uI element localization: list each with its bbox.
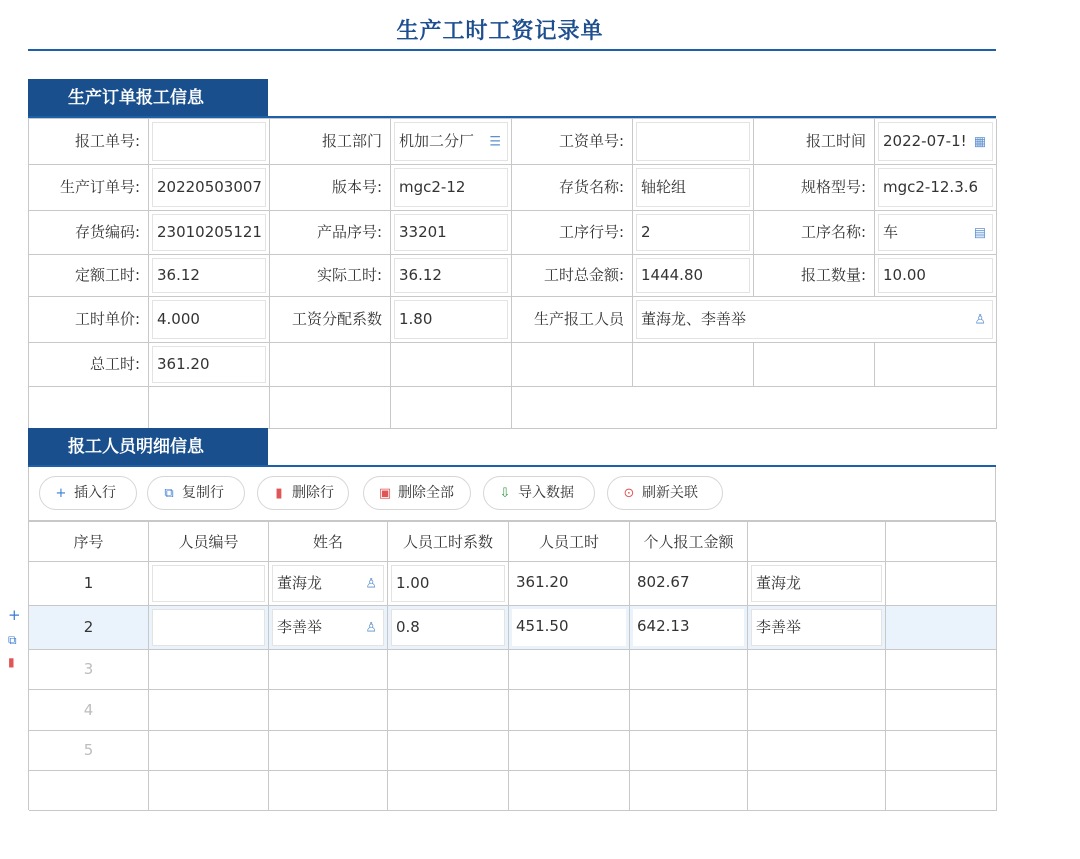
- form-field[interactable]: [391, 297, 512, 343]
- form-field[interactable]: [149, 343, 270, 387]
- table-cell-input[interactable]: [751, 609, 882, 646]
- table-cell-input[interactable]: [272, 609, 384, 646]
- table-cell-input[interactable]: [633, 609, 744, 646]
- table-cell[interactable]: [886, 650, 997, 690]
- form-label: 产品序号:: [270, 211, 391, 255]
- form-field-value: 1.80: [399, 310, 433, 328]
- side-copy-row-icon[interactable]: ⧉: [8, 633, 17, 647]
- table-cell-value: 642.13: [637, 617, 690, 635]
- form-field-input[interactable]: [394, 258, 508, 293]
- empty-cell: [875, 343, 997, 387]
- form-field-input[interactable]: [394, 168, 508, 207]
- form-field[interactable]: [633, 255, 754, 297]
- calendar-icon[interactable]: ▦: [973, 134, 986, 149]
- form-field[interactable]: [391, 165, 512, 211]
- form-field[interactable]: [633, 119, 754, 165]
- table-cell-value: 1.00: [396, 574, 430, 592]
- copy-icon: ⧉: [164, 486, 174, 501]
- form-label: 总工时:: [29, 343, 149, 387]
- toolbar-button-label: 插入行: [74, 485, 116, 501]
- table-cell[interactable]: [509, 650, 630, 690]
- trash-icon: ▮: [275, 486, 283, 501]
- table-cell[interactable]: [748, 650, 886, 690]
- form-field-input[interactable]: [878, 258, 993, 293]
- form-label: 报工部门: [270, 119, 391, 165]
- form-field-input[interactable]: [636, 122, 750, 161]
- form-field-value: 36.12: [157, 266, 200, 284]
- form-field[interactable]: [633, 297, 997, 343]
- empty-cell: [512, 387, 997, 429]
- form-label: 工序行号:: [512, 211, 633, 255]
- table-cell[interactable]: [149, 606, 269, 650]
- form-field-value: 车: [883, 223, 899, 241]
- form-field-input[interactable]: [636, 258, 750, 293]
- table-cell[interactable]: [748, 690, 886, 731]
- empty-cell: [633, 343, 754, 387]
- toolbar-button-label: 复制行: [182, 485, 224, 501]
- form-field-input[interactable]: [152, 300, 266, 339]
- form-field[interactable]: [875, 255, 997, 297]
- table-cell[interactable]: [630, 562, 748, 606]
- title-divider: [28, 49, 996, 51]
- table-cell[interactable]: [748, 731, 886, 771]
- form-field[interactable]: [875, 119, 997, 165]
- table-cell-value: 李善举: [277, 618, 323, 636]
- table-header: 个人报工金额: [630, 522, 748, 562]
- table-cell-input[interactable]: [272, 565, 384, 602]
- table-cell[interactable]: [388, 650, 509, 690]
- table-cell-value: 0.8: [396, 618, 420, 636]
- toolbar-button-label: 删除行: [292, 485, 334, 501]
- form-field-value: 36.12: [399, 266, 442, 284]
- worker-detail-table: [28, 521, 996, 810]
- user-icon[interactable]: ♙: [365, 620, 377, 635]
- table-cell[interactable]: [269, 606, 388, 650]
- table-cell[interactable]: [269, 650, 388, 690]
- row-number: 2: [29, 606, 149, 650]
- form-label: 工序名称:: [754, 211, 875, 255]
- table-cell-input[interactable]: [152, 609, 265, 646]
- toolbar-button-label: 导入数据: [518, 485, 574, 501]
- table-cell[interactable]: [886, 606, 997, 650]
- form-field[interactable]: [391, 211, 512, 255]
- user-icon[interactable]: ♙: [974, 312, 986, 327]
- form-label: [270, 343, 391, 387]
- table-cell[interactable]: [388, 771, 509, 811]
- table-cell-input[interactable]: [152, 565, 265, 602]
- table-cell[interactable]: [509, 606, 630, 650]
- table-cell[interactable]: [886, 690, 997, 731]
- plus-icon: +: [55, 486, 67, 501]
- form-field-input[interactable]: [394, 300, 508, 339]
- table-header: 序号: [29, 522, 149, 562]
- form-field-input[interactable]: [152, 122, 266, 161]
- row-number: [29, 771, 149, 811]
- table-cell-value: 董海龙: [277, 574, 323, 592]
- form-field-value: 23010205121: [157, 223, 262, 241]
- doc-icon[interactable]: ▤: [973, 225, 986, 240]
- form-field-input[interactable]: [152, 258, 266, 293]
- toolbar-button-label: 刷新关联: [642, 485, 698, 501]
- table-cell[interactable]: [630, 771, 748, 811]
- form-field[interactable]: [391, 119, 512, 165]
- table-cell[interactable]: [509, 731, 630, 771]
- row-number: 1: [29, 562, 149, 606]
- table-cell[interactable]: [509, 771, 630, 811]
- refresh-link-button[interactable]: [607, 476, 723, 510]
- form-label: 存货名称:: [512, 165, 633, 211]
- trash-all-icon: ▣: [378, 486, 392, 501]
- table-cell[interactable]: [149, 771, 269, 811]
- detail-toolbar: [28, 467, 996, 521]
- row-number: 3: [29, 650, 149, 690]
- table-cell[interactable]: [388, 731, 509, 771]
- form-label: 工资分配系数: [270, 297, 391, 343]
- form-field-value: 2: [641, 223, 651, 241]
- list-icon[interactable]: ☰: [489, 134, 501, 149]
- table-cell[interactable]: [269, 690, 388, 731]
- form-field-value: 机加二分厂: [399, 132, 475, 150]
- form-field-input[interactable]: [878, 122, 993, 161]
- table-cell-value: 802.67: [637, 573, 690, 591]
- table-cell[interactable]: [509, 690, 630, 731]
- table-cell-value: 361.20: [516, 573, 569, 591]
- table-cell[interactable]: [886, 771, 997, 811]
- form-label: 生产订单号:: [29, 165, 149, 211]
- page-title: 生产工时工资记录单: [396, 19, 604, 44]
- form-field-value: 10.00: [883, 266, 926, 284]
- form-field-input[interactable]: [636, 214, 750, 251]
- form-field-input[interactable]: [152, 168, 266, 207]
- form-field-value: 33201: [399, 223, 447, 241]
- table-cell-input[interactable]: [512, 609, 626, 646]
- form-field[interactable]: [875, 211, 997, 255]
- table-header: 人员编号: [149, 522, 269, 562]
- user-icon[interactable]: ♙: [365, 576, 377, 591]
- form-field-value: 董海龙、李善举: [641, 310, 747, 328]
- table-cell[interactable]: [269, 771, 388, 811]
- table-cell-input[interactable]: [633, 565, 744, 602]
- table-header: [748, 522, 886, 562]
- empty-cell: [149, 387, 270, 429]
- empty-cell: [270, 387, 391, 429]
- table-cell[interactable]: [388, 690, 509, 731]
- form-field[interactable]: [875, 165, 997, 211]
- form-field-input[interactable]: [394, 122, 508, 161]
- form-field-value: mgc2-12: [399, 178, 466, 196]
- table-header: 人员工时: [509, 522, 630, 562]
- form-field[interactable]: [149, 297, 270, 343]
- table-cell-input[interactable]: [391, 609, 505, 646]
- form-field-value: 1444.80: [641, 266, 704, 284]
- table-cell[interactable]: [630, 606, 748, 650]
- table-header: 姓名: [269, 522, 388, 562]
- table-cell[interactable]: [269, 562, 388, 606]
- refresh-icon: ⊙: [623, 486, 635, 501]
- table-cell[interactable]: [388, 562, 509, 606]
- table-cell[interactable]: [149, 562, 269, 606]
- form-field-input[interactable]: [394, 214, 508, 251]
- row-number: 4: [29, 690, 149, 731]
- form-field-input[interactable]: [878, 214, 993, 251]
- table-cell[interactable]: [149, 650, 269, 690]
- import-data-button[interactable]: [483, 476, 595, 510]
- form-label: 工时单价:: [29, 297, 149, 343]
- form-field[interactable]: [633, 211, 754, 255]
- form-field-input[interactable]: [636, 300, 993, 339]
- form-field[interactable]: [149, 165, 270, 211]
- empty-cell: [391, 343, 512, 387]
- delete-all-button[interactable]: [363, 476, 471, 510]
- table-cell[interactable]: [886, 562, 997, 606]
- form-label: 报工数量:: [754, 255, 875, 297]
- table-cell-input[interactable]: [391, 565, 505, 602]
- form-field[interactable]: [149, 119, 270, 165]
- section-order-info-tab: 生产订单报工信息: [28, 79, 268, 117]
- form-label: 实际工时:: [270, 255, 391, 297]
- form-label: 规格型号:: [754, 165, 875, 211]
- form-label: 工资单号:: [512, 119, 633, 165]
- form-field-input[interactable]: [636, 168, 750, 207]
- form-field-value: 4.000: [157, 310, 200, 328]
- table-header: [886, 522, 997, 562]
- form-field-value: 2022-07-1!: [883, 132, 967, 150]
- form-label: [754, 343, 875, 387]
- form-field-value: 20220503007: [157, 178, 262, 196]
- table-cell-input[interactable]: [512, 565, 626, 602]
- import-icon: ⇩: [499, 486, 511, 501]
- form-label: 报工时间: [754, 119, 875, 165]
- empty-cell: [29, 387, 149, 429]
- form-field-input[interactable]: [152, 346, 266, 383]
- form-label: 报工单号:: [29, 119, 149, 165]
- table-cell[interactable]: [269, 731, 388, 771]
- table-cell-input[interactable]: [751, 565, 882, 602]
- form-field[interactable]: [149, 255, 270, 297]
- table-cell[interactable]: [388, 606, 509, 650]
- form-field[interactable]: [149, 211, 270, 255]
- form-field[interactable]: [391, 255, 512, 297]
- delete-row-button[interactable]: [257, 476, 349, 510]
- form-field-value: 轴轮组: [641, 178, 687, 196]
- side-delete-row-icon[interactable]: ▮: [8, 655, 15, 669]
- form-label: 定额工时:: [29, 255, 149, 297]
- form-label: [512, 343, 633, 387]
- form-field-input[interactable]: [152, 214, 266, 251]
- order-info-form: [28, 118, 996, 428]
- form-label: 存货编码:: [29, 211, 149, 255]
- table-cell[interactable]: [748, 606, 886, 650]
- table-cell[interactable]: [630, 731, 748, 771]
- table-cell-value: 董海龙: [756, 574, 802, 592]
- toolbar-button-label: 删除全部: [398, 485, 454, 501]
- table-cell-value: 451.50: [516, 617, 569, 635]
- table-cell[interactable]: [748, 771, 886, 811]
- table-cell[interactable]: [886, 731, 997, 771]
- table-cell[interactable]: [149, 690, 269, 731]
- table-header: 人员工时系数: [388, 522, 509, 562]
- form-field-value: 361.20: [157, 355, 210, 373]
- table-cell-value: 李善举: [756, 618, 802, 636]
- form-field-value: mgc2-12.3.6: [883, 178, 979, 196]
- form-field-input[interactable]: [878, 168, 993, 207]
- table-cell[interactable]: [630, 650, 748, 690]
- side-add-row-icon[interactable]: +: [8, 606, 21, 624]
- table-cell[interactable]: [149, 731, 269, 771]
- insert-row-button[interactable]: [39, 476, 137, 510]
- copy-row-button[interactable]: [147, 476, 245, 510]
- table-cell[interactable]: [630, 690, 748, 731]
- empty-cell: [391, 387, 512, 429]
- section-worker-detail-tab: 报工人员明细信息: [28, 428, 268, 466]
- row-number: 5: [29, 731, 149, 771]
- table-cell[interactable]: [509, 562, 630, 606]
- form-label: 生产报工人员: [512, 297, 633, 343]
- form-field[interactable]: [633, 165, 754, 211]
- form-label: 工时总金额:: [512, 255, 633, 297]
- table-cell[interactable]: [748, 562, 886, 606]
- form-label: 版本号:: [270, 165, 391, 211]
